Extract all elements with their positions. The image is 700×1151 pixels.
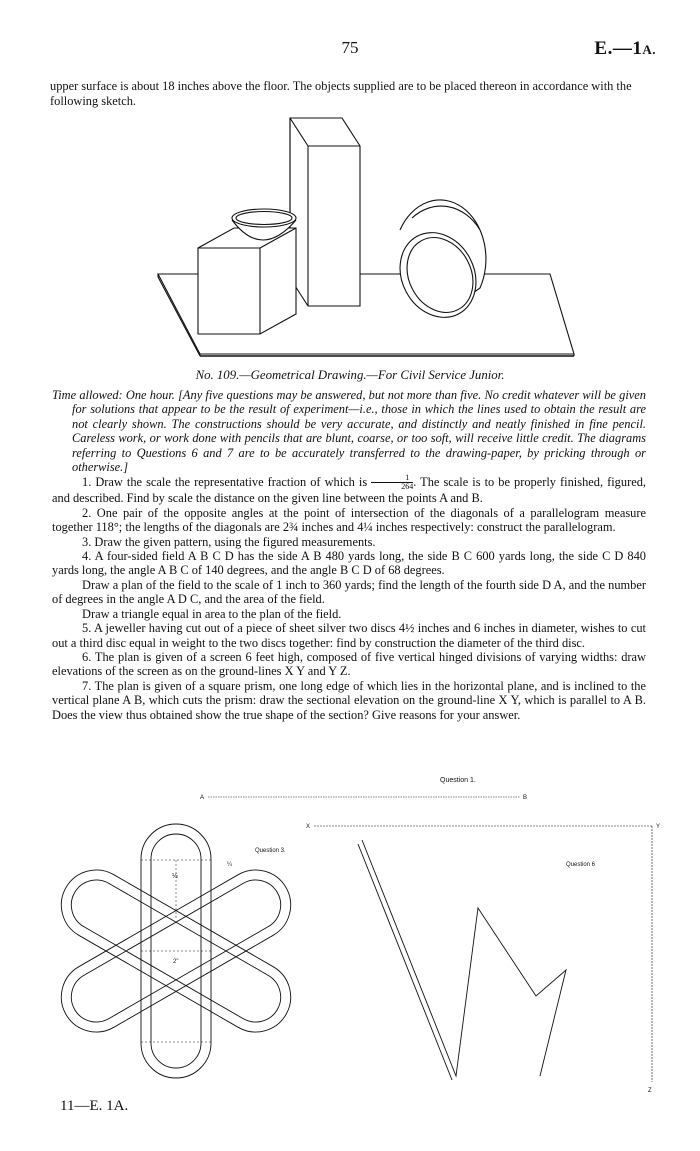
ring-diagonal-1 bbox=[55, 857, 303, 1045]
question-3-pattern bbox=[55, 820, 305, 1082]
instructions: [Any five questions may be answered, but not more than five. No credit whatever will be given for solutions that appear to be the result of experiment—i.e., those in which the lines used to obtain the result are not clearly shown. The constructions should be very accurate, and distinctly and neatly finished in fine pencil. Careless work, or work done with pencils that are blunt, coarse, or too soft, will receive little credit. The diagrams referring to Questions 6 and 7 are to be accurately transferred to the drawing-paper, by pricking through or otherwise.] bbox=[72, 388, 646, 475]
screen-plan bbox=[358, 840, 566, 1080]
question-1 bbox=[52, 474, 646, 505]
question-1-text: 1. Draw the scale the representative fraction of which is bbox=[82, 475, 368, 490]
fraction-numerator: 1 bbox=[371, 474, 413, 483]
question-4: 4. A four-sided field A B C D has the side A B 480 yards long, the side B C 600 yards long, the side C D 840 yards long, the angle A B C of 140 degrees, and the angle B C D of 68 degrees. bbox=[52, 549, 646, 578]
question-3-label: Question 3. bbox=[255, 848, 286, 854]
question-1-text-cont: . The scale is to be properly finished, figured, and described. Find by scale the distance on the given line between the points A and B. bbox=[52, 475, 646, 506]
question-2: 2. One pair of the opposite angles at the point of intersection of the diagonals of a parallelogram measure together 118°; the lengths of the diagonals are 2¾ inches and 4¼ inches respectively: construct the parallelogram. bbox=[52, 505, 646, 535]
point-b-label: B bbox=[523, 795, 528, 801]
representative-fraction bbox=[371, 474, 413, 491]
ring-diagonal-2 bbox=[55, 857, 303, 1045]
point-z-label: Z bbox=[648, 1088, 652, 1094]
fraction-denominator: 264 bbox=[401, 482, 414, 492]
question-7: 7. The plan is given of a square prism, one long edge of which lies in the horizontal plane, and is inclined to the vertical plane A B, which cuts the prism: draw the sectional elevation on the ground-line X Y, which is parallel to A B. Does the view thus obtained show the true shape of the section? Give reasons for your answer. bbox=[52, 678, 646, 722]
time-allowed-label: Time allowed: One hour. bbox=[52, 388, 175, 402]
footer-signature: 11—E. 1A. bbox=[60, 1098, 129, 1114]
question-4-part-b: Draw a plan of the field to the scale of 1 inch to 360 yards; find the length of the fourth side D A, and the number of degrees in the angle A D C, and the area of the field. bbox=[52, 577, 646, 607]
hexagonal-prism bbox=[290, 118, 360, 306]
still-life-sketch bbox=[150, 110, 580, 360]
cube bbox=[198, 228, 296, 334]
question-5: 5. A jeweller having cut out of a piece of sheet silver two discs 4½ inches and 6 inches in diameter, wishes to cut out a third disc equal in weight to the two discs together: find by construction the diameter of the third disc. bbox=[52, 621, 646, 650]
dimension-center: 2" bbox=[173, 959, 179, 965]
point-y-label: Y bbox=[656, 824, 661, 830]
time-allowed bbox=[52, 388, 646, 474]
point-x-label: X bbox=[306, 824, 311, 830]
question-6-label: Question 6 bbox=[566, 862, 596, 868]
point-a-label: A bbox=[200, 795, 205, 801]
document-reference-suffix: A. bbox=[642, 42, 656, 57]
construction-lines bbox=[141, 860, 211, 1042]
document-reference-main: E.—1 bbox=[594, 38, 643, 59]
question-6-diagram bbox=[300, 818, 670, 1098]
question-6: 6. The plan is given of a screen 6 feet high, composed of five vertical hinged divisions of varying widths: draw elevations of the screen as on the ground-lines X Y and Y Z. bbox=[52, 649, 646, 679]
dimension-half: ½ bbox=[172, 873, 178, 880]
intro-paragraph: upper surface is about 18 inches above the floor. The objects supplied are to be placed thereon in accordance with the following sketch. bbox=[50, 79, 632, 108]
ring-vertical bbox=[141, 824, 211, 1078]
exam-caption: No. 109.—Geometrical Drawing.—For Civil Service Junior. bbox=[195, 368, 505, 382]
question-3: 3. Draw the given pattern, using the figured measurements. bbox=[82, 534, 376, 549]
question-1-label: Question 1. bbox=[440, 777, 476, 784]
exam-body bbox=[52, 388, 646, 722]
dimension-small: ¼ bbox=[227, 862, 233, 868]
question-4-part-c: Draw a triangle equal in area to the plan of the field. bbox=[82, 606, 342, 621]
document-reference bbox=[594, 38, 656, 60]
question-1-diagram bbox=[200, 772, 530, 802]
page-number: 75 bbox=[341, 38, 359, 57]
